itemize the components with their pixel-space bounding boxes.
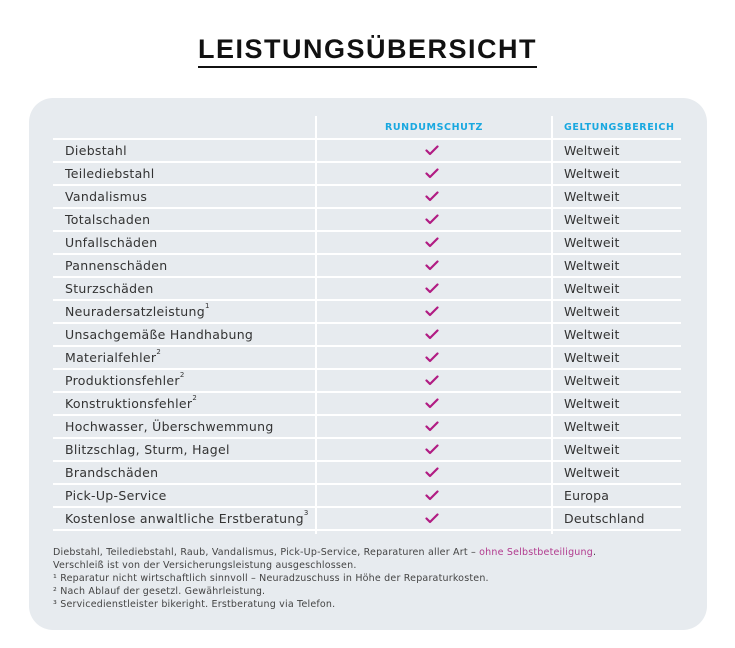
check-icon: [425, 306, 439, 317]
table-row: [53, 483, 681, 506]
row-scope: Weltweit: [564, 212, 620, 227]
row-scope: Weltweit: [564, 235, 620, 250]
row-scope: Weltweit: [564, 373, 620, 388]
row-label: [65, 511, 309, 526]
check-icon: [425, 329, 439, 340]
row-label-text: Kostenlose anwaltliche Erstberatung: [65, 511, 304, 526]
table-row: [53, 138, 681, 161]
table-row: [53, 368, 681, 391]
row-label: [65, 488, 167, 503]
row-label: [65, 327, 253, 342]
page-title-wrap: [0, 34, 735, 68]
row-scope: Weltweit: [564, 419, 620, 434]
check-icon: [425, 283, 439, 294]
footnote-marker: 1: [205, 302, 210, 310]
row-label: [65, 212, 150, 227]
table-row: [53, 299, 681, 322]
row-label-text: Produktionsfehler: [65, 373, 180, 388]
coverage-table: [53, 138, 681, 531]
note-text: Diebstahl, Teilediebstahl, Raub, Vandalismus, Pick-Up-Service, Reparaturen aller Art –: [53, 547, 480, 558]
row-label-text: Neuradersatzleistung: [65, 304, 205, 319]
footnote-1: ¹ Reparatur nicht wirtschaftlich sinnvoll – Neuradzuschuss in Höhe der Reparaturkosten.: [53, 573, 489, 584]
check-icon: [425, 352, 439, 363]
table-row: [53, 276, 681, 299]
check-icon: [425, 191, 439, 202]
row-label-text: Unsachgemäße Handhabung: [65, 327, 254, 342]
check-icon: [425, 398, 439, 409]
row-scope: Weltweit: [564, 143, 620, 158]
row-label-text: Sturzschäden: [65, 281, 154, 296]
row-label: [65, 189, 147, 204]
note-text-end: .: [592, 547, 597, 558]
check-icon: [425, 214, 439, 225]
row-scope: Weltweit: [564, 258, 620, 273]
row-scope: Weltweit: [564, 281, 620, 296]
row-label: [65, 143, 127, 158]
header-scope: GELTUNGSBEREICH: [564, 122, 675, 133]
row-scope: Weltweit: [564, 327, 620, 342]
row-label: [65, 235, 158, 250]
row-scope: Weltweit: [564, 396, 620, 411]
row-scope: Weltweit: [564, 189, 620, 204]
check-icon: [425, 375, 439, 386]
row-scope: Weltweit: [564, 442, 620, 457]
row-label-text: Unfallschäden: [65, 235, 158, 250]
footnote-marker: 3: [303, 509, 309, 517]
row-scope: Europa: [564, 488, 610, 503]
table-row: [53, 414, 681, 437]
row-label-text: Pick-Up-Service: [65, 488, 167, 503]
row-label: [65, 465, 158, 480]
footnote-marker: 2: [179, 371, 185, 379]
note-line-1: [53, 546, 693, 559]
row-label: [65, 373, 185, 388]
table-row: [53, 184, 681, 207]
row-label-text: Diebstahl: [65, 143, 127, 158]
check-icon: [425, 490, 439, 501]
row-label-text: Hochwasser, Überschwemmung: [65, 419, 274, 434]
check-icon: [425, 467, 439, 478]
table-row: [53, 207, 681, 230]
table-row: [53, 345, 681, 368]
check-icon: [425, 421, 439, 432]
note-line-2: Verschleiß ist von der Versicherungsleistung ausgeschlossen.: [53, 560, 357, 571]
row-label: [65, 166, 155, 181]
table-row: [53, 230, 681, 253]
row-scope: Weltweit: [564, 465, 620, 480]
footnotes: [53, 546, 693, 611]
row-label: [65, 396, 197, 411]
row-label: [65, 258, 168, 273]
table-row: [53, 506, 681, 531]
row-scope: Weltweit: [564, 166, 620, 181]
page-title: LEISTUNGSÜBERSICHT: [198, 34, 537, 68]
row-scope: Weltweit: [564, 304, 620, 319]
check-icon: [425, 260, 439, 271]
footnote-3: ³ Servicedienstleister bikeright. Erstberatung via Telefon.: [53, 599, 336, 610]
check-icon: [425, 513, 439, 524]
table-row: [53, 253, 681, 276]
row-label: [65, 281, 154, 296]
row-scope: Deutschland: [564, 511, 645, 526]
footnote-marker: 2: [156, 348, 162, 356]
note-accent: ohne Selbstbeteiligung: [479, 547, 593, 558]
footnote-2: ² Nach Ablauf der gesetzl. Gewährleistung.: [53, 586, 266, 597]
header-coverage: RUNDUMSCHUTZ: [384, 122, 484, 133]
check-icon: [425, 168, 439, 179]
row-label: [65, 350, 161, 365]
coverage-card: [29, 98, 707, 630]
table-row: [53, 391, 681, 414]
row-label: [65, 304, 210, 319]
table-row: [53, 460, 681, 483]
table-row: [53, 161, 681, 184]
row-label: [65, 419, 274, 434]
table-row: [53, 322, 681, 345]
check-icon: [425, 237, 439, 248]
row-label-text: Brandschäden: [65, 465, 159, 480]
row-label: [65, 442, 230, 457]
check-icon: [425, 145, 439, 156]
table-row: [53, 437, 681, 460]
row-label-text: Materialfehler: [65, 350, 157, 365]
row-label-text: Totalschaden: [65, 212, 151, 227]
row-label-text: Teilediebstahl: [65, 166, 155, 181]
check-icon: [425, 444, 439, 455]
row-scope: Weltweit: [564, 350, 620, 365]
row-label-text: Pannenschäden: [65, 258, 168, 273]
row-label-text: Vandalismus: [65, 189, 148, 204]
row-label-text: Konstruktionsfehler: [65, 396, 193, 411]
row-label-text: Blitzschlag, Sturm, Hagel: [65, 442, 230, 457]
footnote-marker: 2: [192, 394, 198, 402]
